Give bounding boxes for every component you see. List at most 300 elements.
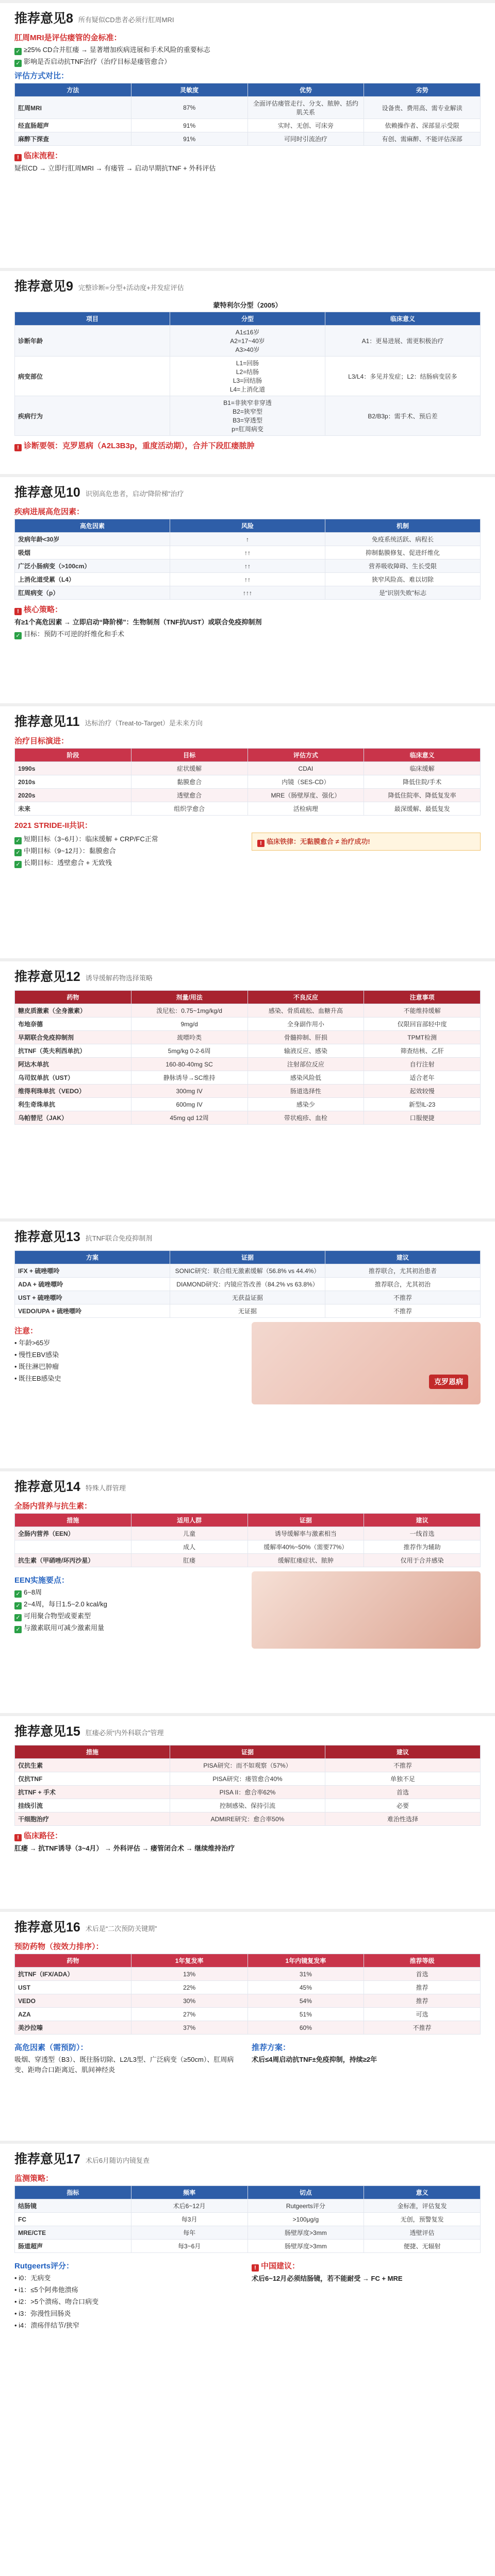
section-header xyxy=(14,1721,481,1740)
table-row xyxy=(15,2213,481,2226)
list-item: • 慢性EBV感染 xyxy=(14,1351,59,1359)
table-cell: 糖皮质激素（全身激素） xyxy=(15,1004,131,1018)
nutrition-table xyxy=(14,1513,481,1567)
table-cell: DIAMOND研究：内镜应答改善（84.2% vs 63.8%） xyxy=(170,1278,325,1291)
table-cell: 31% xyxy=(248,1968,364,1981)
path-heading-text: 临床路径： xyxy=(24,1832,63,1840)
table-cell: 最深缓解、最低复发 xyxy=(364,802,481,816)
column-header: 证据 xyxy=(170,1745,325,1759)
table-cell: 不能维持缓解 xyxy=(364,1004,481,1018)
table-row xyxy=(15,1554,481,1567)
table-cell: 300mg IV xyxy=(131,1084,248,1098)
table-header-row xyxy=(15,749,481,762)
table-row xyxy=(15,1084,481,1098)
table-cell: 13% xyxy=(131,1968,248,1981)
section-rec-15 xyxy=(0,1713,495,1909)
table-row xyxy=(15,132,481,146)
diagnosis-text: 诊断要领：克罗恩病（A2L3B3p，重度活动期），合并下段肛瘘脓肿 xyxy=(24,442,255,450)
bullet-text: ≥25% CD合并肛瘘 → 显著增加疾病进展和手术风险的重要标志 xyxy=(24,46,210,54)
table-title: 蒙特利尔分型（2005） xyxy=(213,301,282,309)
table-row xyxy=(15,762,481,775)
table-cell: 60% xyxy=(248,2021,364,2035)
key-heading: 肛周MRI是评估瘘管的金标准： xyxy=(14,33,122,42)
column-header: 不良反应 xyxy=(248,991,364,1004)
section-subtitle: 诱导缓解药物选择策略 xyxy=(85,974,153,982)
table-cell: 难治性选择 xyxy=(325,1812,481,1826)
table-cell: 症状缓解 xyxy=(131,762,248,775)
column-header: 1年复发率 xyxy=(131,1954,248,1968)
bullet-text: 影响是否启动抗TNF治疗（治疗目标是瘘管愈合） xyxy=(24,58,171,65)
table-cell: 金标准，评估复发 xyxy=(364,2199,481,2213)
list-item: • i2：>5个溃疡、吻合口病变 xyxy=(14,2298,99,2306)
table-cell: 口服便捷 xyxy=(364,1111,481,1125)
table-cell: 阿达木单抗 xyxy=(15,1058,131,1071)
check-icon: ✓ xyxy=(14,1602,22,1609)
table-cell: 营养吸收障碍、生长受限 xyxy=(325,560,481,573)
column-header: 切点 xyxy=(248,2186,364,2199)
table-cell: 缓解肛瘘症状、脓肿 xyxy=(248,1554,364,1567)
table-cell: 广泛小肠病变（>100cm） xyxy=(15,560,170,573)
caution-heading: 注意： xyxy=(14,1327,38,1335)
table-row xyxy=(15,1264,481,1278)
table-cell: 起效较慢 xyxy=(364,1084,481,1098)
table-header-row xyxy=(15,83,481,97)
bullet-text: 短期目标（3~6月）：临床缓解 + CRP/FC正常 xyxy=(24,835,158,843)
column-header: 项目 xyxy=(15,312,170,326)
strategy-heading-text: 核心策略： xyxy=(24,605,63,614)
table-cell: 仅抗生素 xyxy=(15,1759,170,1772)
table-cell: 推荐作为辅助 xyxy=(364,1540,481,1554)
risk-heading: 疾病进展高危因素： xyxy=(14,507,85,516)
table-cell: A1≤16岁 A2=17~40岁 A3>40岁 xyxy=(170,326,325,357)
bullet xyxy=(14,1611,243,1621)
table-cell: 肛周病变（p） xyxy=(15,586,170,600)
table-cell: 注射部位反应 xyxy=(248,1058,364,1071)
check-icon: ✓ xyxy=(14,1590,22,1598)
table-cell: 87% xyxy=(131,97,248,119)
table-row xyxy=(15,560,481,573)
een-heading: EEN实施要点： xyxy=(14,1576,69,1585)
alert-icon: ! xyxy=(252,2264,259,2272)
column-header: 证据 xyxy=(170,1251,325,1264)
bullet xyxy=(14,834,243,844)
table-cell: ↑↑ xyxy=(170,560,325,573)
table-header-row xyxy=(15,1745,481,1759)
monitor-heading: 监测策略： xyxy=(14,2174,54,2183)
table-cell: >100μg/g xyxy=(248,2213,364,2226)
table-cell: 肠壁厚度>3mm xyxy=(248,2240,364,2253)
table-cell: 布地奈德 xyxy=(15,1018,131,1031)
section-title: 推荐意见11 xyxy=(14,715,80,729)
table-cell: 狭窄风险高、难以切除 xyxy=(325,573,481,586)
table-cell: 依赖操作者、深部显示受限 xyxy=(364,119,481,132)
section-title: 推荐意见17 xyxy=(14,2152,80,2166)
table-cell: 无获益证据 xyxy=(170,1291,325,1304)
section-title: 推荐意见14 xyxy=(14,1480,80,1494)
anatomy-image xyxy=(252,1571,481,1649)
table-cell: 91% xyxy=(131,132,248,146)
table-row xyxy=(15,573,481,586)
table-cell: B2/B3p：需手术、预后差 xyxy=(325,396,481,436)
flow-text: 疑似CD → 立即行肛周MRI → 有瘘管 → 启动早期抗TNF + 外科评估 xyxy=(14,164,216,172)
column-header: 灵敏度 xyxy=(131,83,248,97)
table-cell: 输液反应、感染 xyxy=(248,1044,364,1058)
table-cell: 5mg/kg 0-2-6周 xyxy=(131,1044,248,1058)
flow-heading-text: 临床流程： xyxy=(24,151,63,160)
illustration-image xyxy=(252,1322,481,1404)
stride-row xyxy=(14,833,481,870)
section-subtitle: 识别高危患者，启动“降阶梯”治疗 xyxy=(85,489,184,498)
table-cell: 是“识别失败”标志 xyxy=(325,586,481,600)
table-cell: 儿童 xyxy=(131,1527,248,1540)
section-subtitle: 特殊人群管理 xyxy=(85,1484,126,1492)
table-cell: 每3月 xyxy=(131,2213,248,2226)
table-cell: 仅抗TNF xyxy=(15,1772,170,1786)
list-item: • i3：弥漫性回肠炎 xyxy=(14,2310,71,2317)
table-cell: ADA + 硫唑嘌呤 xyxy=(15,1278,170,1291)
alert-icon: ! xyxy=(14,444,22,451)
table-row xyxy=(15,1278,481,1291)
bullet-text: 长期目标：透壁愈合 + 无致残 xyxy=(24,859,112,867)
column-header: 方案 xyxy=(15,1251,170,1264)
bullet xyxy=(14,1599,243,1609)
target-heading: 治疗目标演进： xyxy=(14,737,69,745)
section-rec-11 xyxy=(0,703,495,958)
section-subtitle: 完整诊断=分型+活动度+并发症评估 xyxy=(78,283,184,292)
path-heading xyxy=(14,1830,481,1841)
table-cell: 发病年龄<30岁 xyxy=(15,533,170,546)
table-row xyxy=(15,1994,481,2008)
monitor-table xyxy=(14,2185,481,2253)
table-row xyxy=(15,119,481,132)
bullet xyxy=(14,846,243,856)
een-list xyxy=(14,1571,243,1649)
table-cell: 麻醉下探查 xyxy=(15,132,131,146)
table-header-row xyxy=(15,312,481,326)
section-subtitle: 抗TNF联合免疫抑制剂 xyxy=(85,1234,153,1242)
table-cell: 干细胞治疗 xyxy=(15,1812,170,1826)
column-header: 方法 xyxy=(15,83,131,97)
table-row xyxy=(15,2226,481,2240)
table-cell: 抗生素（甲硝唑/环丙沙星） xyxy=(15,1554,131,1567)
table-cell: 美沙拉嗪 xyxy=(15,2021,131,2035)
table-cell: 适合老年 xyxy=(364,1071,481,1084)
table-cell: VEDO/UPA + 硫唑嘌呤 xyxy=(15,1304,170,1318)
section-rec-8 xyxy=(0,0,495,268)
section-title: 推荐意见13 xyxy=(14,1230,80,1244)
table-cell: 抗TNF（英夫利西单抗） xyxy=(15,1044,131,1058)
table-cell: 骨髓抑制、肝损 xyxy=(248,1031,364,1044)
table-cell: 降低住院/手术 xyxy=(364,775,481,789)
table-cell: 每年 xyxy=(131,2226,248,2240)
table-cell: 54% xyxy=(248,1994,364,2008)
table-cell: 推荐 xyxy=(364,1994,481,2008)
table-cell: 45mg qd 12周 xyxy=(131,1111,248,1125)
table-cell: 2020s xyxy=(15,789,131,802)
table-cell: 感染风险低 xyxy=(248,1071,364,1084)
column-header: 频率 xyxy=(131,2186,248,2199)
bullet-text: 与激素联用可减少激素用量 xyxy=(24,1624,105,1632)
plan-text: 术后≤4周启动抗TNF±免疫抑制，持续≥2年 xyxy=(252,2056,377,2063)
table-cell: 全面评估瘘管走行、分支、脓肿、括约肌关系 xyxy=(248,97,364,119)
section-title: 推荐意见10 xyxy=(14,485,80,500)
caution-items xyxy=(14,1338,243,1384)
table-cell: 推荐 xyxy=(364,1981,481,1994)
table-cell: PISA研究：而不如观察（57%） xyxy=(170,1759,325,1772)
column-header: 阶段 xyxy=(15,749,131,762)
table-row xyxy=(15,1981,481,1994)
column-header: 评估方式 xyxy=(248,749,364,762)
bullet xyxy=(14,858,243,868)
banner-col xyxy=(252,833,481,870)
table-cell: 疾病行为 xyxy=(15,396,170,436)
table-cell: 不推荐 xyxy=(325,1291,481,1304)
nutrition-heading: 全肠内营养与抗生素： xyxy=(14,1502,92,1511)
table-cell: 首选 xyxy=(364,1968,481,1981)
table-cell: VEDO xyxy=(15,1994,131,2008)
table-row xyxy=(15,1004,481,1018)
table-cell: 1990s xyxy=(15,762,131,775)
check-icon: ✓ xyxy=(14,849,22,856)
table-cell: 利生奇珠单抗 xyxy=(15,1098,131,1111)
table-header-row xyxy=(15,1954,481,1968)
table-cell: Rutgeerts评分 xyxy=(248,2199,364,2213)
table-cell: B1=非狭窄非穿透 B2=狭窄型 B3=穿透型 p=肛周病变 xyxy=(170,396,325,436)
table-cell: ↑ xyxy=(170,533,325,546)
column-header: 建议 xyxy=(325,1745,481,1759)
table-cell: 实时、无创、可床旁 xyxy=(248,119,364,132)
column-header: 药物 xyxy=(15,991,131,1004)
table-cell: 肠道超声 xyxy=(15,2240,131,2253)
bullet-text: 中期目标（9~12月）：黏膜愈合 xyxy=(24,847,116,855)
table-cell: 维得利珠单抗（VEDO） xyxy=(15,1084,131,1098)
table-cell: MRE（肠壁厚度、强化） xyxy=(248,789,364,802)
drug-table xyxy=(14,990,481,1125)
table-row xyxy=(15,1071,481,1084)
section-rec-17 xyxy=(0,2141,495,2406)
bullet-text: 6~8周 xyxy=(24,1588,42,1596)
table-cell: 病变部位 xyxy=(15,357,170,396)
column-header: 优势 xyxy=(248,83,364,97)
iron-rule-banner xyxy=(252,833,481,851)
column-header: 适用人群 xyxy=(131,1514,248,1527)
strategy-line: 有≥1个高危因素 → 立即启动“降阶梯”：生物制剂（TNF抗/UST）或联合免疫抑制剂 xyxy=(14,618,262,626)
strategy-heading xyxy=(14,604,481,615)
risk-col xyxy=(14,2039,243,2077)
section-rec-12 xyxy=(0,958,495,1218)
bullet-text: 2~4周，每日1.5~2.0 kcal/kg xyxy=(24,1600,107,1608)
table-cell: 便捷、无辐射 xyxy=(364,2240,481,2253)
table-cell: 挂线引流 xyxy=(15,1799,170,1812)
table-row xyxy=(15,1018,481,1031)
column-header: 1年内镜复发率 xyxy=(248,1954,364,1968)
table-cell: 透壁愈合 xyxy=(131,789,248,802)
table-cell: 新型IL-23 xyxy=(364,1098,481,1111)
table-row xyxy=(15,1812,481,1826)
table-cell: 缓解率40%~50%（需要77%） xyxy=(248,1540,364,1554)
table-cell: 未来 xyxy=(15,802,131,816)
stride-heading: 2021 STRIDE-II共识： xyxy=(14,821,92,830)
table-cell: 一线首选 xyxy=(364,1527,481,1540)
section-subtitle: 所有疑似CD患者必须行肛周MRI xyxy=(78,15,174,24)
list-item: • i0：无病变 xyxy=(14,2274,51,2282)
table-row xyxy=(15,1098,481,1111)
table-cell: 黏膜愈合 xyxy=(131,775,248,789)
list-item: • 既往淋巴肿瘤 xyxy=(14,1363,59,1370)
table-cell: 51% xyxy=(248,2008,364,2021)
score-heading: Rutgeerts评分： xyxy=(14,2262,74,2270)
risk-table xyxy=(14,519,481,600)
table-row xyxy=(15,802,481,816)
section-header xyxy=(14,1917,481,1936)
table-cell: 91% xyxy=(131,119,248,132)
table-row xyxy=(15,1304,481,1318)
table-cell: CDAI xyxy=(248,762,364,775)
section-rec-14 xyxy=(0,1468,495,1713)
table-row xyxy=(15,1031,481,1044)
table-cell: 静脉诱导→SC维持 xyxy=(131,1071,248,1084)
table-cell xyxy=(15,1540,131,1554)
list-item: • 年龄>65岁 xyxy=(14,1339,51,1347)
table-cell: 吸烟 xyxy=(15,546,170,560)
column-header: 临床意义 xyxy=(364,749,481,762)
section-rec-10 xyxy=(0,474,495,703)
table-header-row xyxy=(15,519,481,533)
table-cell: 推荐联合，尤其初治患者 xyxy=(325,1264,481,1278)
table-cell: 结肠镜 xyxy=(15,2199,131,2213)
check-icon: ✓ xyxy=(14,861,22,868)
image-badge: 克罗恩病 xyxy=(429,1375,468,1389)
table-cell: 160-80-40mg SC xyxy=(131,1058,248,1071)
table-cell: 带状疱疹、血栓 xyxy=(248,1111,364,1125)
score-col xyxy=(14,2257,243,2332)
table-row xyxy=(15,1968,481,1981)
bullet-text: 可用聚合物型或要素型 xyxy=(24,1612,91,1620)
bullet xyxy=(14,45,481,55)
bullet xyxy=(14,1623,243,1633)
table-row xyxy=(15,1786,481,1799)
bullet xyxy=(14,57,481,67)
table-row xyxy=(15,1772,481,1786)
section-subtitle: 术后6月随访内镜复查 xyxy=(85,2156,150,2164)
table-cell: UST xyxy=(15,1981,131,1994)
column-header: 推荐等级 xyxy=(364,1954,481,1968)
table-cell: 自行注射 xyxy=(364,1058,481,1071)
table-cell: 不推荐 xyxy=(325,1759,481,1772)
alert-icon: ! xyxy=(14,1834,22,1841)
column-header: 注意事项 xyxy=(364,991,481,1004)
table-cell: 单独不足 xyxy=(325,1772,481,1786)
table-cell: 肠道选择性 xyxy=(248,1084,364,1098)
table-cell: 感染、骨质疏松、血糖升高 xyxy=(248,1004,364,1018)
table-row xyxy=(15,2240,481,2253)
table-cell: 感染少 xyxy=(248,1098,364,1111)
table-cell: 9mg/d xyxy=(131,1018,248,1031)
table-cell: 无创，预警复发 xyxy=(364,2213,481,2226)
een-row xyxy=(14,1571,481,1649)
table-row xyxy=(15,1527,481,1540)
table-cell: 抗TNF + 手术 xyxy=(15,1786,170,1799)
table-row xyxy=(15,396,481,436)
table-cell: 不推荐 xyxy=(364,2021,481,2035)
table-cell: 透壁评估 xyxy=(364,2226,481,2240)
table-cell: ↑↑↑ xyxy=(170,586,325,600)
column-header: 机制 xyxy=(325,519,481,533)
table-header-row xyxy=(15,991,481,1004)
alert-icon: ! xyxy=(14,154,22,161)
table-cell: 首选 xyxy=(325,1786,481,1799)
table-row xyxy=(15,326,481,357)
prevention-table xyxy=(14,1954,481,2035)
table-cell: 肛周MRI xyxy=(15,97,131,119)
column-header: 劣势 xyxy=(364,83,481,97)
table-cell: 组织学愈合 xyxy=(131,802,248,816)
table-cell: 巯嘌呤类 xyxy=(131,1031,248,1044)
table-cell: 术后6~12月 xyxy=(131,2199,248,2213)
table-cell: A1：更易进展、需更积极治疗 xyxy=(325,326,481,357)
table-cell: 控制感染、保持引流 xyxy=(170,1799,325,1812)
section-header xyxy=(14,2149,481,2167)
bullet-text: 目标：预防不可逆的纤维化和手术 xyxy=(24,630,125,638)
check-icon: ✓ xyxy=(14,632,22,639)
advice-text: 术后6~12月必须结肠镜，若不能耐受 → FC + MRE xyxy=(252,2275,403,2282)
table-row xyxy=(15,1111,481,1125)
table-cell: 27% xyxy=(131,2008,248,2021)
bullet xyxy=(14,629,481,639)
table-row xyxy=(15,1759,481,1772)
check-icon: ✓ xyxy=(14,1626,22,1633)
table-cell: AZA xyxy=(15,2008,131,2021)
alert-icon: ! xyxy=(14,608,22,615)
table-cell: ADMIRE研究：愈合率50% xyxy=(170,1812,325,1826)
table-row xyxy=(15,1044,481,1058)
table-cell: 不推荐 xyxy=(325,1304,481,1318)
check-icon: ✓ xyxy=(14,60,22,67)
target-table xyxy=(14,748,481,816)
section-header xyxy=(14,967,481,985)
risk-plan-row xyxy=(14,2039,481,2077)
section-title: 推荐意见9 xyxy=(14,279,73,294)
table-row xyxy=(15,1058,481,1071)
table-cell: 30% xyxy=(131,1994,248,2008)
section-title: 推荐意见8 xyxy=(14,11,73,26)
table-cell: PISA研究：瘘管愈合40% xyxy=(170,1772,325,1786)
score-advice-row xyxy=(14,2257,481,2332)
table-cell: 诊断年龄 xyxy=(15,326,170,357)
column-header: 风险 xyxy=(170,519,325,533)
table-cell: 筛查结核、乙肝 xyxy=(364,1044,481,1058)
table-row xyxy=(15,1540,481,1554)
table-cell: 上消化道受累（L4） xyxy=(15,573,170,586)
table-cell: 设备贵、费用高、需专业解读 xyxy=(364,97,481,119)
section-title: 推荐意见16 xyxy=(14,1920,80,1935)
column-header: 临床意义 xyxy=(325,312,481,326)
check-icon: ✓ xyxy=(14,1614,22,1621)
section-title: 推荐意见15 xyxy=(14,1724,80,1739)
column-header: 分型 xyxy=(170,312,325,326)
alert-icon: ! xyxy=(257,840,265,847)
prevention-heading: 预防药物（按效力排序）： xyxy=(14,1942,104,1951)
column-header: 剂量/用法 xyxy=(131,991,248,1004)
table-row xyxy=(15,1799,481,1812)
section-header xyxy=(14,8,481,27)
list-item: • i4：溃疡伴结节/狭窄 xyxy=(14,2321,79,2329)
table-cell: 活检病理 xyxy=(248,802,364,816)
table-cell: 600mg IV xyxy=(131,1098,248,1111)
column-header: 措施 xyxy=(15,1745,170,1759)
table-cell: 临床缓解 xyxy=(364,762,481,775)
section-rec-13 xyxy=(0,1218,495,1468)
